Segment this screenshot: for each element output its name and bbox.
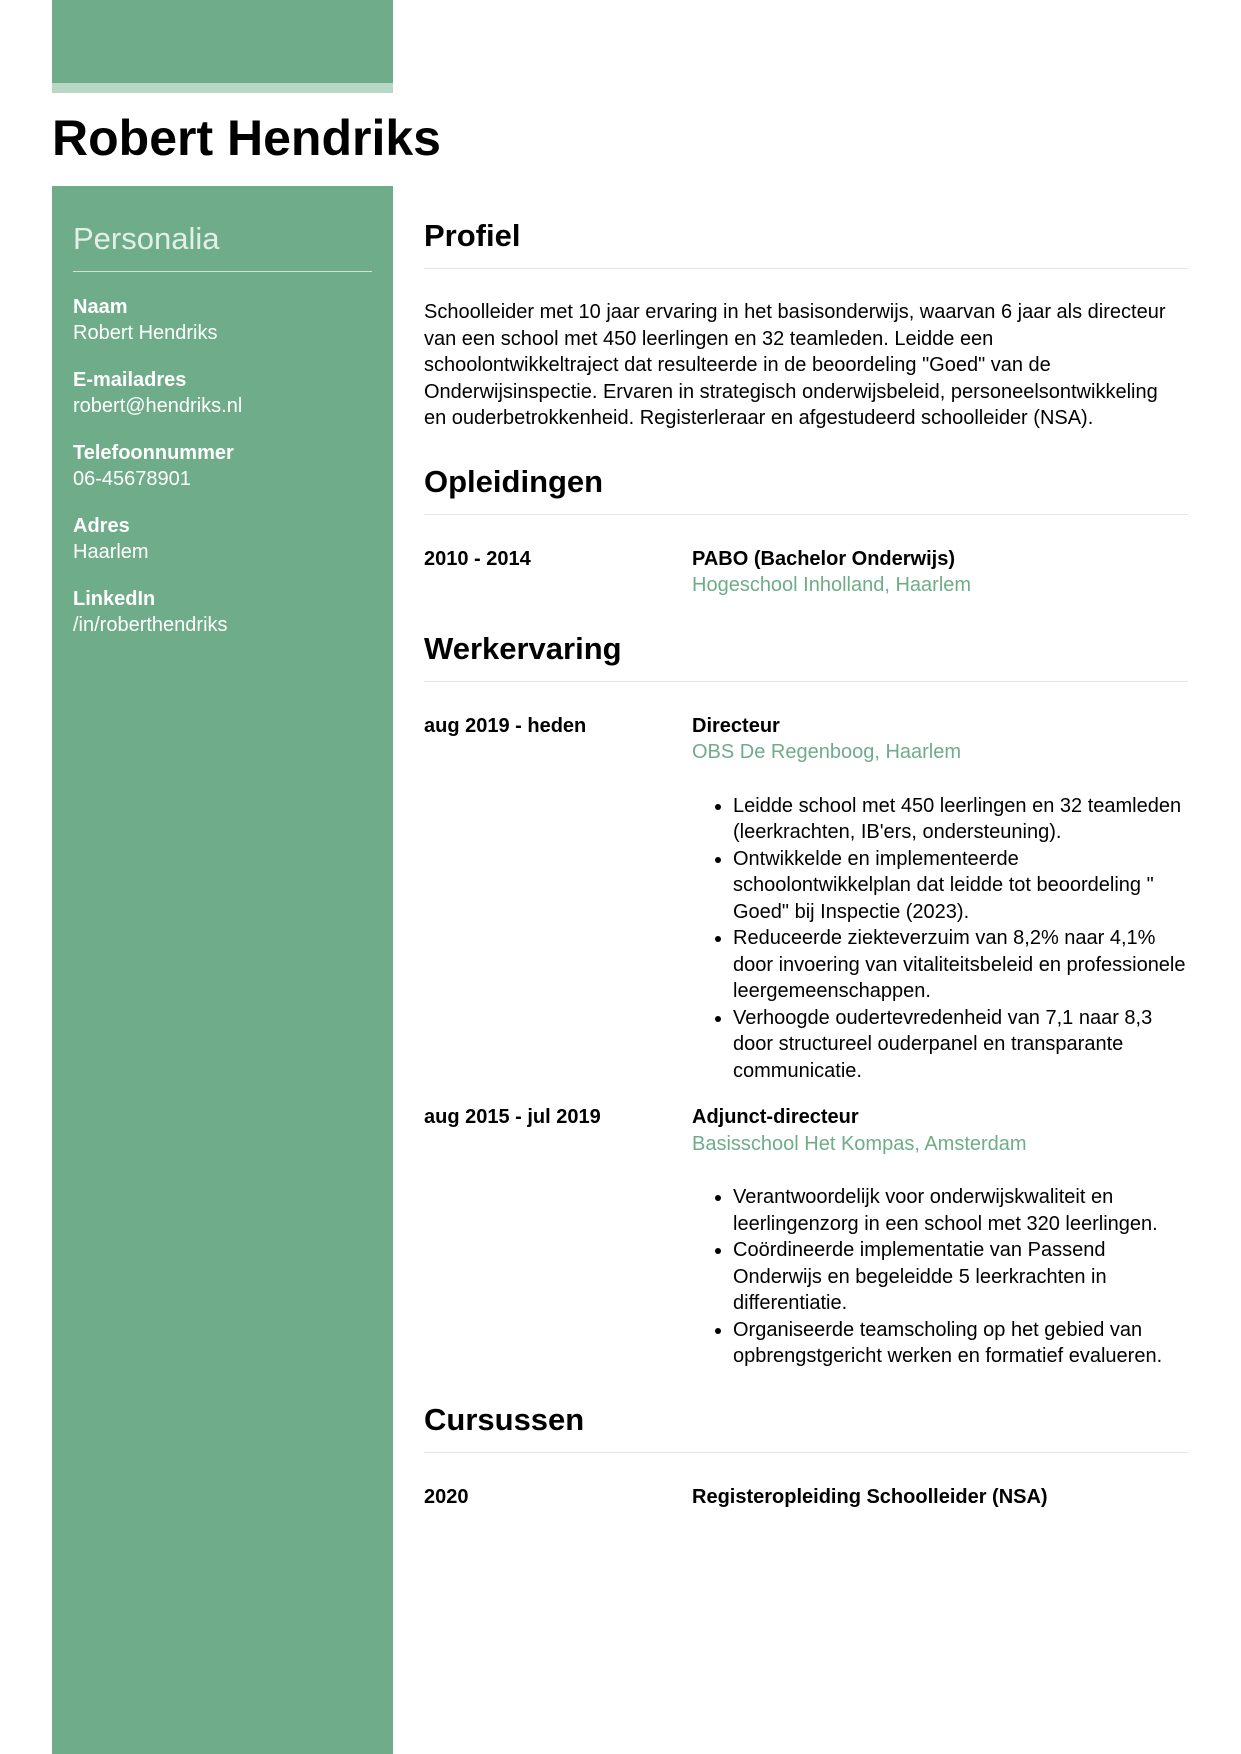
main-content: [424, 186, 1188, 1510]
section-title: Cursussen: [424, 1401, 585, 1437]
field-value: /in/roberthendriks: [73, 614, 228, 636]
entry-org: Hogeschool Inholland, Haarlem: [692, 574, 972, 596]
entry-title: Adjunct-directeur: [692, 1106, 859, 1128]
list-item: • Leidde school met 450 leerlingen en 32 teamleden (leerkrachten, IB'ers, ondersteuning).: [733, 793, 1188, 846]
page-title: Robert Hendriks: [52, 110, 441, 166]
section-courses: [424, 1370, 1188, 1511]
entry-title: Directeur: [692, 714, 780, 737]
entry-org: OBS De Regenboog, Haarlem: [692, 741, 962, 763]
bullet-list: [692, 793, 1188, 1085]
entry-date: 2020: [424, 1485, 469, 1508]
field-value: robert@hendriks.nl: [73, 395, 243, 417]
header-color-block: [52, 0, 393, 83]
section-title: Opleidingen: [424, 463, 604, 499]
entry-body: [692, 546, 1188, 599]
entry-date: 2010 - 2014: [424, 547, 531, 570]
bullet-list: [692, 1184, 1188, 1370]
sidebar-divider: [73, 271, 372, 272]
education-entry: [424, 546, 1188, 599]
field-value: Haarlem: [73, 541, 149, 563]
section-title: Profiel: [424, 218, 521, 253]
field-email: [73, 367, 372, 419]
section-divider: [424, 681, 1188, 682]
list-item: • Verhoogde oudertevredenheid van 7,1 naar 8,3 door structureel ouderpanel en transparante communicatie.: [733, 1005, 1188, 1085]
section-work: [424, 599, 1188, 1370]
entry-date: aug 2019 - heden: [424, 714, 587, 737]
field-phone: [73, 440, 372, 492]
list-item: • Organiseerde teamscholing op het gebied van opbrengstgericht werken en formatief evalueren.: [733, 1317, 1188, 1370]
field-label: LinkedIn: [73, 588, 156, 610]
section-divider: [424, 514, 1188, 515]
section-title: Werkervaring: [424, 630, 622, 666]
field-label: Adres: [73, 515, 130, 537]
sidebar-title: Personalia: [73, 221, 220, 256]
entry-org: Basisschool Het Kompas, Amsterdam: [692, 1132, 1027, 1155]
profile-text: Schoolleider met 10 jaar ervaring in het basisonderwijs, waarvan 6 jaar als directeur van een school met 450 leerlingen en 32 teamleden. Leidde een schoolontwikkeltraject dat resulteerde in de beoordeling "Goed" van de Onderwijsinspectie. Ervaren in strategisch onderwijsbeleid, personeelsontwikkeling en ouderbetrokkenheid. Registerleraar en afgestudeerd schoolleider (NSA).: [424, 301, 1166, 429]
field-linkedin: [73, 586, 372, 638]
sidebar-personalia: [52, 186, 393, 1754]
entry-title: Registeropleiding Schoolleider (NSA): [692, 1485, 1048, 1508]
work-entry: [424, 713, 1188, 1085]
course-entry: [424, 1484, 1188, 1511]
field-value: Robert Hendriks: [73, 322, 218, 344]
field-name: [73, 294, 372, 346]
field-value: 06-45678901: [73, 468, 191, 490]
list-item: • Verantwoordelijk voor onderwijskwaliteit en leerlingenzorg in een school met 320 leerlingen.: [733, 1184, 1188, 1237]
field-label: Naam: [73, 296, 128, 318]
entry-body: [692, 713, 1188, 1085]
section-profile: [424, 186, 1188, 432]
section-divider: [424, 1452, 1188, 1453]
section-divider: [424, 268, 1188, 269]
list-item: • Ontwikkelde en implementeerde schoolontwikkelplan dat leidde tot beoordeling " Goed" bij Inspectie (2023).: [733, 846, 1188, 926]
entry-title: PABO (Bachelor Onderwijs): [692, 547, 956, 570]
work-entry: [424, 1104, 1188, 1370]
header-stripe: [52, 83, 393, 93]
entry-body: [692, 1104, 1188, 1370]
list-item: • Coördineerde implementatie van Passend Onderwijs en begeleidde 5 leerkrachten in differentiatie.: [733, 1237, 1188, 1317]
field-label: E-mailadres: [73, 369, 187, 391]
section-education: [424, 432, 1188, 599]
entry-body: [692, 1484, 1188, 1511]
entry-date: aug 2015 - jul 2019: [424, 1106, 601, 1128]
list-item: • Reduceerde ziekteverzuim van 8,2% naar 4,1% door invoering van vitaliteitsbeleid en professionele leergemeenschappen.: [733, 925, 1188, 1005]
field-label: Telefoonnummer: [73, 442, 234, 464]
field-address: [73, 513, 372, 565]
